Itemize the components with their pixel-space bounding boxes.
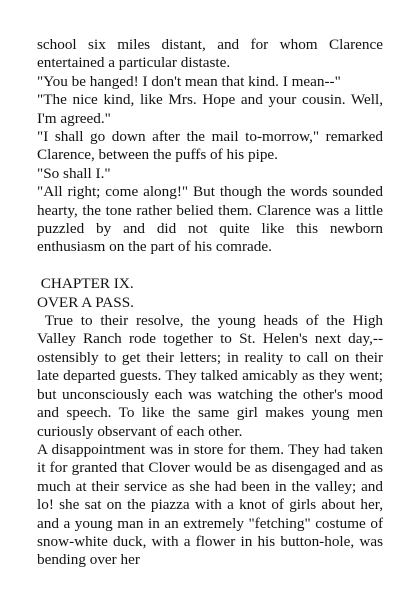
paragraph: school six miles distant, and for whom Clarence entertained a particular distaste.	[37, 36, 383, 72]
chapter-title: OVER A PASS.	[37, 293, 134, 311]
paragraph: "So shall I."	[37, 164, 111, 182]
paragraph: "The nice kind, like Mrs. Hope and your cousin. Well, I'm agreed."	[37, 91, 383, 127]
paragraph: True to their resolve, the young heads of the High Valley Ranch rode together to St. Helen's next day,--ostensibly to get their letters; in reality to call on their late departed guests. They talked amicably as they went; but unconsciously each was watching the other's mood and speech. To like the same girl makes young men curiously observant of each other.	[37, 312, 387, 440]
section-gap	[37, 257, 383, 275]
paragraph: "All right; come along!" But though the words sounded hearty, the tone rather belied them. Clarence was a little puzzled by and did not quite like this newborn enthusiasm on the part of his comrade.	[37, 183, 383, 256]
chapter-number: CHAPTER IX.	[37, 275, 134, 293]
book-page	[37, 36, 387, 570]
paragraph: "You be hanged! I don't mean that kind. I mean--"	[37, 72, 341, 90]
paragraph: "I shall go down after the mail to-morrow," remarked Clarence, between the puffs of his pipe.	[37, 128, 383, 164]
paragraph: A disappointment was in store for them. They had taken it for granted that Clover would be as disengaged and as much at their service as she had been in the valley; and lo! she sat on the piazza with a knot of girls about her, and a young man in an extremely "fetching" costume of snow-white duck, with a flower in his button-hole, was bending over her	[37, 440, 383, 569]
